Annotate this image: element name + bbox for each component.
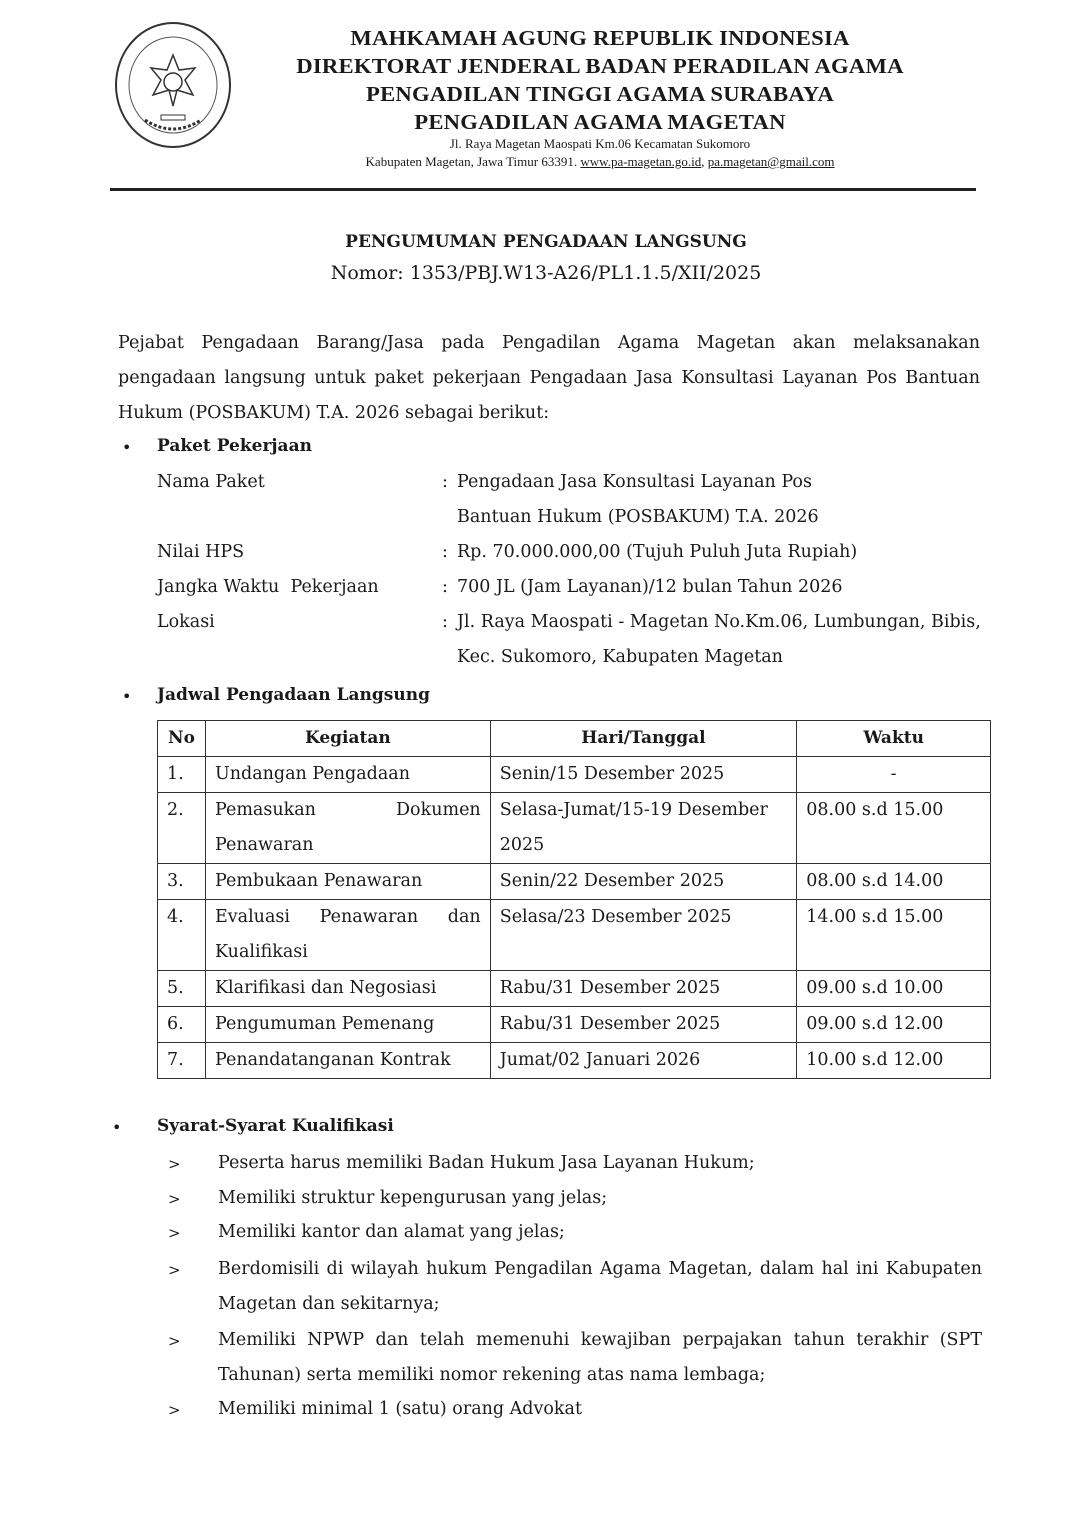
cell-tanggal: Rabu/31 Desember 2025 bbox=[490, 971, 797, 1007]
letterhead-line-2: DIREKTORAT JENDERAL BADAN PERADILAN AGAMA bbox=[296, 54, 904, 78]
jadwal-heading: Jadwal Pengadaan Langsung bbox=[157, 685, 430, 705]
cell-tanggal: Senin/15 Desember 2025 bbox=[490, 757, 797, 793]
field-value: 700 JL (Jam Layanan)/12 bulan Tahun 2026 bbox=[457, 577, 843, 597]
marker-icon: > bbox=[168, 1224, 181, 1242]
cell-no: 6. bbox=[158, 1007, 206, 1043]
table-row bbox=[158, 1007, 991, 1043]
cell-no: 7. bbox=[158, 1043, 206, 1079]
syarat-heading: Syarat-Syarat Kualifikasi bbox=[157, 1116, 394, 1136]
table-row bbox=[158, 757, 991, 793]
document-number: Nomor: 1353/PBJ.W13-A26/PL1.1.5/XII/2025 bbox=[330, 262, 762, 284]
field-label: Jangka Waktu Pekerjaan bbox=[157, 577, 379, 597]
table-row bbox=[158, 1043, 991, 1079]
cell-tanggal: Selasa-Jumat/15-19 Desember 2025 bbox=[490, 793, 797, 864]
letterhead-line-3: PENGADILAN TINGGI AGAMA SURABAYA bbox=[366, 82, 834, 106]
marker-icon: > bbox=[168, 1155, 181, 1173]
cell-waktu: 09.00 s.d 12.00 bbox=[797, 1007, 991, 1043]
paket-heading: Paket Pekerjaan bbox=[157, 436, 312, 456]
field-value: Jl. Raya Maospati - Magetan No.Km.06, Lumbungan, Bibis, Kec. Sukomoro, Kabupaten Magetan bbox=[457, 612, 981, 667]
cell-waktu: - bbox=[797, 757, 991, 793]
requirement-item: Peserta harus memiliki Badan Hukum Jasa Layanan Hukum; bbox=[218, 1153, 755, 1173]
letterhead-divider bbox=[110, 188, 976, 191]
header-waktu: Waktu bbox=[797, 721, 991, 757]
requirement-item: Memiliki struktur kepengurusan yang jelas; bbox=[218, 1188, 608, 1208]
colon: : bbox=[442, 577, 448, 597]
cell-waktu: 08.00 s.d 14.00 bbox=[797, 864, 991, 900]
cell-no: 2. bbox=[158, 793, 206, 864]
address-line-1: Jl. Raya Magetan Maospati Km.06 Kecamatan Sukomoro bbox=[449, 136, 751, 151]
cell-tanggal: Jumat/02 Januari 2026 bbox=[490, 1043, 797, 1079]
cell-kegiatan: Klarifikasi dan Negosiasi bbox=[205, 971, 490, 1007]
marker-icon: > bbox=[168, 1190, 181, 1208]
cell-kegiatan: Undangan Pengadaan bbox=[205, 757, 490, 793]
cell-waktu: 08.00 s.d 15.00 bbox=[797, 793, 991, 864]
schedule-table bbox=[157, 720, 991, 1079]
cell-no: 1. bbox=[158, 757, 206, 793]
marker-icon: > bbox=[168, 1401, 181, 1419]
table-header-row bbox=[158, 721, 991, 757]
marker-icon: > bbox=[168, 1332, 181, 1350]
bullet-icon: • bbox=[112, 1118, 122, 1137]
email-link[interactable]: pa.magetan@gmail.com bbox=[707, 154, 835, 169]
cell-waktu: 14.00 s.d 15.00 bbox=[797, 900, 991, 971]
cell-no: 3. bbox=[158, 864, 206, 900]
header-kegiatan: Kegiatan bbox=[205, 721, 490, 757]
website-link[interactable]: www.pa-magetan.go.id bbox=[580, 154, 702, 169]
header-tanggal: Hari/Tanggal bbox=[490, 721, 797, 757]
requirement-item: Memiliki minimal 1 (satu) orang Advokat bbox=[218, 1399, 583, 1419]
address-prefix: Kabupaten Magetan, Jawa Timur 63391. bbox=[365, 154, 578, 169]
cell-tanggal: Rabu/31 Desember 2025 bbox=[490, 1007, 797, 1043]
table-row bbox=[158, 793, 991, 864]
bullet-icon: • bbox=[122, 438, 132, 457]
colon: : bbox=[442, 472, 448, 492]
requirement-item: Memiliki NPWP dan telah memenuhi kewajiban perpajakan tahun terakhir (SPT Tahunan) serta memiliki nomor rekening atas nama lembaga; bbox=[218, 1330, 982, 1385]
intro-paragraph: Pejabat Pengadaan Barang/Jasa pada Pengadilan Agama Magetan akan melaksanakan pengadaan langsung untuk paket pekerjaan Pengadaan Jasa Konsultasi Layanan Pos Bantuan Hukum (POSBAKUM) T.A. 2026 sebagai berikut: bbox=[118, 333, 980, 423]
cell-no: 4. bbox=[158, 900, 206, 971]
letterhead-line-4: PENGADILAN AGAMA MAGETAN bbox=[414, 110, 786, 134]
table-row bbox=[158, 864, 991, 900]
cell-waktu: 10.00 s.d 12.00 bbox=[797, 1043, 991, 1079]
document-title: PENGUMUMAN PENGADAAN LANGSUNG bbox=[345, 232, 747, 252]
field-value: Rp. 70.000.000,00 (Tujuh Puluh Juta Rupiah) bbox=[457, 542, 858, 562]
cell-no: 5. bbox=[158, 971, 206, 1007]
field-value: Pengadaan Jasa Konsultasi Layanan Pos Bantuan Hukum (POSBAKUM) T.A. 2026 bbox=[457, 472, 819, 527]
colon: : bbox=[442, 542, 448, 562]
header-no: No bbox=[158, 721, 206, 757]
table-row bbox=[158, 971, 991, 1007]
field-label: Nama Paket bbox=[157, 472, 265, 492]
table-row bbox=[158, 900, 991, 971]
cell-kegiatan: Evaluasi Penawaran dan Kualifikasi bbox=[205, 900, 490, 971]
cell-kegiatan: Pembukaan Penawaran bbox=[205, 864, 490, 900]
cell-waktu: 09.00 s.d 10.00 bbox=[797, 971, 991, 1007]
colon: : bbox=[442, 612, 448, 632]
court-seal-logo bbox=[113, 20, 233, 150]
address-line-2: Kabupaten Magetan, Jawa Timur 63391. www.pa-magetan.go.id, pa.magetan@gmail.com bbox=[365, 154, 835, 169]
bullet-icon: • bbox=[122, 687, 132, 706]
cell-kegiatan: Penandatanganan Kontrak bbox=[205, 1043, 490, 1079]
marker-icon: > bbox=[168, 1261, 181, 1279]
field-label: Lokasi bbox=[157, 612, 215, 632]
cell-kegiatan: Pengumuman Pemenang bbox=[205, 1007, 490, 1043]
letterhead-line-1: MAHKAMAH AGUNG REPUBLIK INDONESIA bbox=[350, 26, 850, 50]
field-label: Nilai HPS bbox=[157, 542, 245, 562]
requirement-item: Memiliki kantor dan alamat yang jelas; bbox=[218, 1222, 565, 1242]
cell-kegiatan: Pemasukan Dokumen Penawaran bbox=[205, 793, 490, 864]
cell-tanggal: Senin/22 Desember 2025 bbox=[490, 864, 797, 900]
requirement-item: Berdomisili di wilayah hukum Pengadilan Agama Magetan, dalam hal ini Kabupaten Magetan dan sekitarnya; bbox=[218, 1259, 982, 1314]
cell-tanggal: Selasa/23 Desember 2025 bbox=[490, 900, 797, 971]
